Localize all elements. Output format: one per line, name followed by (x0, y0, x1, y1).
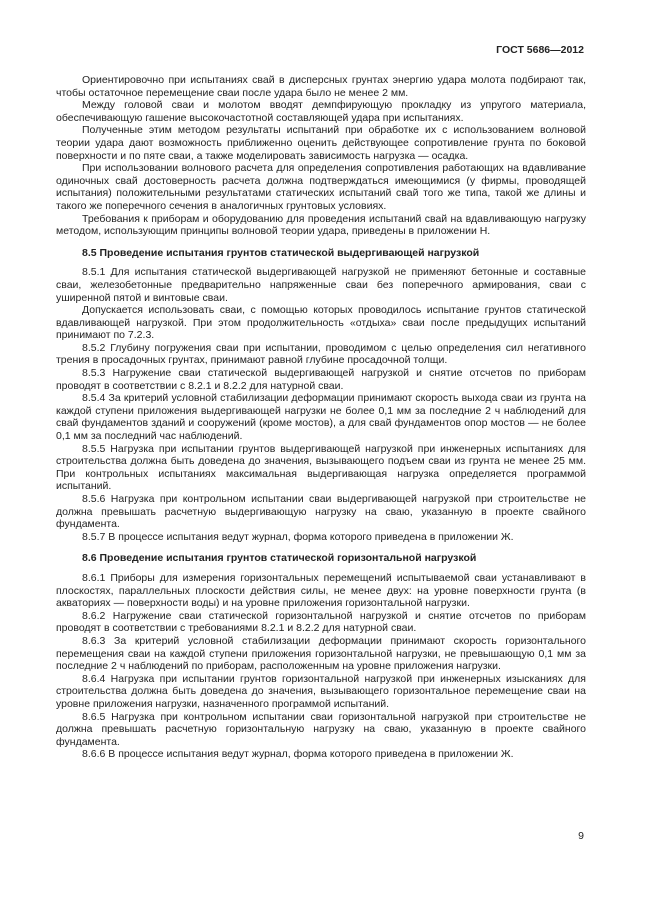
paragraph-8-6-5: 8.6.5 Нагрузка при контрольном испытании сваи горизонтальной нагрузкой при строительстве не должна превышать расчетную горизонтальную нагрузку на сваю, указанную в проекте свайного фундамента. (56, 710, 586, 748)
paragraph: При использовании волнового расчета для определения сопротивления работающих на вдавливание одиночных свай достоверность расчета должна подтверждаться имеющимися (у фирмы, проводящей испытания) положительными результатами статических испытаний свай того же типа, такой же длины и такого же поперечного сечения в аналогичных грунтовых условиях. (56, 162, 586, 212)
paragraph-8-6-1: 8.6.1 Приборы для измерения горизонтальных перемещений испытываемой сваи устанавливают в плоскостях, параллельных плоскости действия силы, не менее двух: на уровне поверхности грунта (в акваториях — поверхности воды) и на уровне приложения горизонтальной нагрузки. (56, 571, 586, 610)
paragraph: Допускается использовать сваи, с помощью которых проводилось испытание грунтов статической вдавливающей нагрузкой. При этом продолжительность «отдыха» сваи после предыдущих испытаний принимают по 7.2.3. (56, 304, 586, 342)
standard-header: ГОСТ 5686—2012 (496, 44, 584, 56)
paragraph-8-5-5: 8.5.5 Нагрузка при испытании грунтов выдергивающей нагрузкой при инженерных испытаниях для строительства должна быть доведена до значения, вызывающего подъем сваи из грунта не менее 25 мм. При контрольных испытаниях максимальная выдергивающая нагрузка определяется программой испытаний. (56, 442, 586, 493)
paragraph-8-5-7: 8.5.7 В процессе испытания ведут журнал, форма которого приведена в приложении Ж. (82, 530, 514, 543)
section-heading-8-6: 8.6 Проведение испытания грунтов статической горизонтальной нагрузкой (82, 552, 477, 565)
paragraph-8-6-6: 8.6.6 В процессе испытания ведут журнал, форма которого приведена в приложении Ж. (82, 748, 514, 761)
document-body (56, 74, 586, 761)
paragraph-8-5-4: 8.5.4 За критерий условной стабилизации деформации принимают скорость выхода сваи из грунта на каждой ступени приложения выдергивающей нагрузки не более 0,1 мм за последние 2 ч наблюдений для свай фундаментов зданий и сооружений (кроме мостов), а для свай фундаментов опор мостов — не более 0,1 мм за последний час наблюдений. (56, 392, 586, 443)
paragraph: Между головой сваи и молотом вводят демпфирующую прокладку из упругого материала, обеспечивающую гашение высокочастотной составляющей удара при испытаниях. (56, 99, 586, 124)
section-heading-8-5: 8.5 Проведение испытания грунтов статической выдергивающей нагрузкой (82, 246, 480, 259)
paragraph-8-6-3: 8.6.3 За критерий условной стабилизации деформации принимают скорость горизонтального перемещения сваи на каждой ступени приложения горизонтальной нагрузки, не превышающую 0,1 мм за последние 2 ч наблюдений по приборам, расположенным на уровне приложения нагрузки. (56, 634, 586, 673)
paragraph: Ориентировочно при испытаниях свай в дисперсных грунтах энергию удара молота подбирают так, чтобы остаточное перемещение сваи после удара было не менее 2 мм. (56, 74, 586, 99)
paragraph: Требования к приборам и оборудованию для проведения испытаний свай на вдавливающую нагрузку методом, использующим принципы волновой теории удара, приведены в приложении Н. (56, 212, 586, 238)
paragraph: Полученные этим методом результаты испытаний при обработке их с использованием волновой теории удара дают возможность приближенно оценить действующее сопротивление грунта по боковой поверхности и по пяте сваи, а также моделировать зависимость нагрузка — осадка. (56, 124, 586, 162)
paragraph-8-5-6: 8.5.6 Нагрузка при контрольном испытании сваи выдергивающей нагрузкой при строительстве не должна превышать расчетную выдергивающую нагрузку на сваю, указанную в проекте свайного фундамента. (56, 493, 586, 531)
paragraph-8-6-4: 8.6.4 Нагрузка при испытании грунтов горизонтальной нагрузкой при инженерных изысканиях для строительства должна быть доведена до значения, вызывающего горизонтальное перемещение сваи на уровне приложения нагрузки, назначенного программой испытаний. (56, 672, 586, 710)
paragraph-8-5-1: 8.5.1 Для испытания статической выдергивающей нагрузкой не применяют бетонные и составные сваи, железобетонные предварительно напряженные сваи без поперечного армирования, сваи с уширенной пятой и винтовые сваи. (56, 266, 586, 304)
paragraph-8-5-3: 8.5.3 Нагружение сваи статической выдергивающей нагрузкой и снятие отсчетов по приборам проводят в соответствии с 8.2.1 и 8.2.2 для натурной сваи. (56, 367, 586, 392)
paragraph-8-5-2: 8.5.2 Глубину погружения сваи при испытании, проводимом с целью определения сил негативного трения в просадочных грунтах, принимают равной глубине просадочной толщи. (56, 341, 586, 367)
paragraph-8-6-2: 8.6.2 Нагружение сваи статической горизонтальной нагрузкой и снятие отсчетов по приборам проводят в соответствии с требованиями 8.2.1 и 8.2.2 для натурной сваи. (56, 609, 586, 635)
page-number: 9 (578, 830, 584, 842)
